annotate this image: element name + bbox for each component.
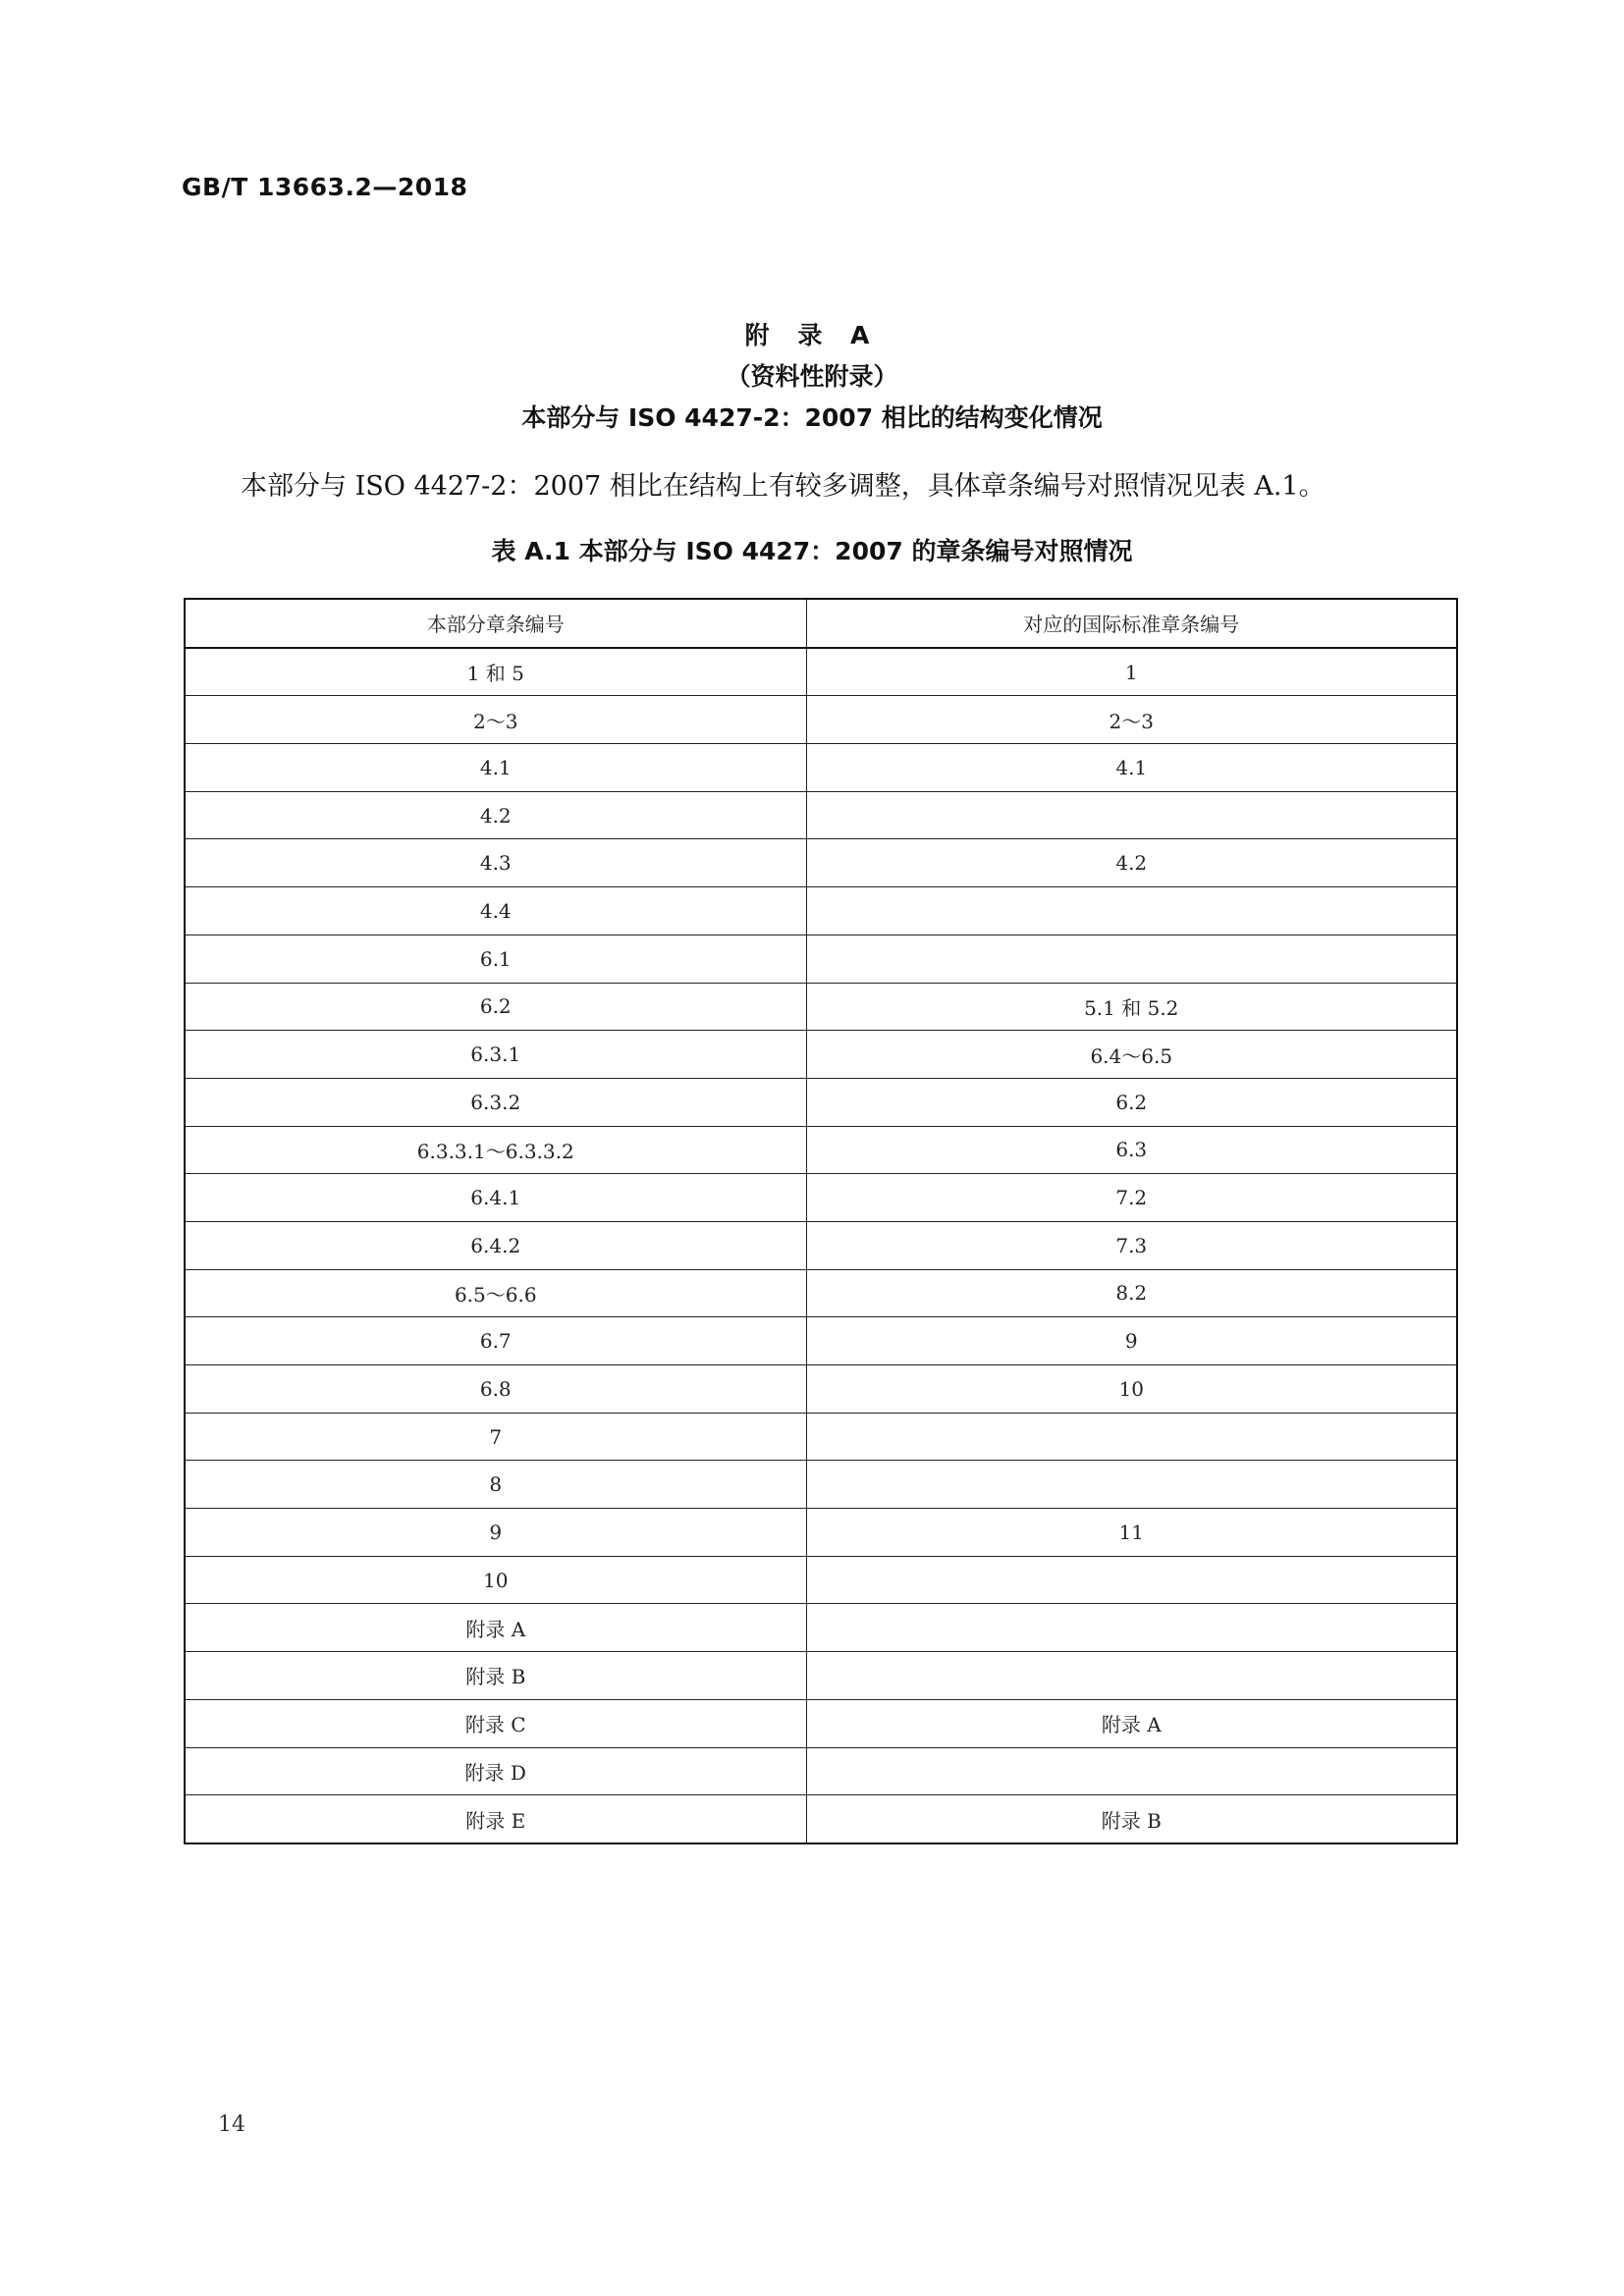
cell-this-part-clause: 附录 A [185,1604,806,1652]
table-row [185,1031,1457,1079]
cell-iso-clause [806,1747,1457,1795]
cell-iso-clause [806,934,1457,983]
cell-iso-clause: 7.2 [806,1174,1457,1222]
table-row [185,1174,1457,1222]
table-row [185,1556,1457,1604]
cell-iso-clause [806,1461,1457,1509]
cell-iso-clause [806,887,1457,935]
table-row [185,1078,1457,1126]
cell-this-part-clause: 6.7 [185,1317,806,1365]
cell-iso-clause: 6.3 [806,1126,1457,1174]
cell-this-part-clause: 附录 C [185,1699,806,1747]
table-row [185,1413,1457,1461]
clause-comparison-table [184,598,1458,1844]
cell-iso-clause: 7.3 [806,1221,1457,1269]
table-row [185,744,1457,792]
cell-iso-clause: 附录 B [806,1795,1457,1843]
cell-this-part-clause: 10 [185,1556,806,1604]
table-row [185,648,1457,696]
table-row [185,839,1457,887]
table-row [185,1317,1457,1365]
cell-this-part-clause: 6.3.3.1～6.3.3.2 [185,1126,806,1174]
table-row [185,791,1457,839]
table-caption: 表 A.1 本部分与 ISO 4427：2007 的章条编号对照情况 [491,537,1133,565]
table-row [185,1604,1457,1652]
cell-this-part-clause: 6.1 [185,934,806,983]
cell-iso-clause: 6.2 [806,1078,1457,1126]
cell-iso-clause: 11 [806,1509,1457,1557]
table-row [185,1126,1457,1174]
cell-this-part-clause: 6.4.2 [185,1221,806,1269]
table-row [185,696,1457,744]
cell-iso-clause: 9 [806,1317,1457,1365]
cell-iso-clause [806,1413,1457,1461]
cell-this-part-clause: 4.3 [185,839,806,887]
page-number: 14 [218,2112,245,2137]
cell-iso-clause: 2～3 [806,696,1457,744]
table-body [185,648,1457,1843]
cell-this-part-clause: 2～3 [185,696,806,744]
table-row [185,1747,1457,1795]
table-row [185,1461,1457,1509]
table-row [185,1699,1457,1747]
table-row [185,934,1457,983]
cell-this-part-clause: 8 [185,1461,806,1509]
table-row [185,887,1457,935]
cell-this-part-clause: 附录 B [185,1652,806,1700]
cell-this-part-clause: 4.1 [185,744,806,792]
cell-this-part-clause: 4.4 [185,887,806,935]
table-row [185,1269,1457,1317]
column-header-iso: 对应的国际标准章条编号 [806,599,1457,648]
table-row [185,1365,1457,1414]
cell-iso-clause: 6.4～6.5 [806,1031,1457,1079]
cell-this-part-clause: 6.8 [185,1365,806,1414]
cell-this-part-clause: 6.3.2 [185,1078,806,1126]
cell-this-part-clause: 1 和 5 [185,648,806,696]
cell-this-part-clause: 6.4.1 [185,1174,806,1222]
cell-this-part-clause: 6.2 [185,983,806,1031]
table-row [185,1509,1457,1557]
cell-iso-clause: 8.2 [806,1269,1457,1317]
intro-paragraph: 本部分与 ISO 4427-2：2007 相比在结构上有较多调整，具体章条编号对照情况见表 A.1。 [241,471,1326,502]
column-header-this-part: 本部分章条编号 [185,599,806,648]
cell-this-part-clause: 附录 D [185,1747,806,1795]
cell-iso-clause: 1 [806,648,1457,696]
cell-iso-clause [806,1556,1457,1604]
table-header-row [185,599,1457,648]
annex-title: 附 录 A [744,321,880,349]
cell-iso-clause: 附录 A [806,1699,1457,1747]
cell-iso-clause: 10 [806,1365,1457,1414]
cell-iso-clause [806,791,1457,839]
annex-type: （资料性附录） [726,362,898,391]
cell-iso-clause [806,1604,1457,1652]
table-row [185,1652,1457,1700]
cell-this-part-clause: 附录 E [185,1795,806,1843]
cell-iso-clause: 4.1 [806,744,1457,792]
cell-iso-clause: 4.2 [806,839,1457,887]
cell-this-part-clause: 9 [185,1509,806,1557]
table-row [185,983,1457,1031]
cell-this-part-clause: 6.5～6.6 [185,1269,806,1317]
cell-this-part-clause: 4.2 [185,791,806,839]
cell-iso-clause [806,1652,1457,1700]
table-row [185,1221,1457,1269]
annex-name: 本部分与 ISO 4427-2：2007 相比的结构变化情况 [521,403,1103,432]
cell-iso-clause: 5.1 和 5.2 [806,983,1457,1031]
standard-code: GB/T 13663.2—2018 [182,173,468,201]
cell-this-part-clause: 6.3.1 [185,1031,806,1079]
table-row [185,1795,1457,1843]
cell-this-part-clause: 7 [185,1413,806,1461]
